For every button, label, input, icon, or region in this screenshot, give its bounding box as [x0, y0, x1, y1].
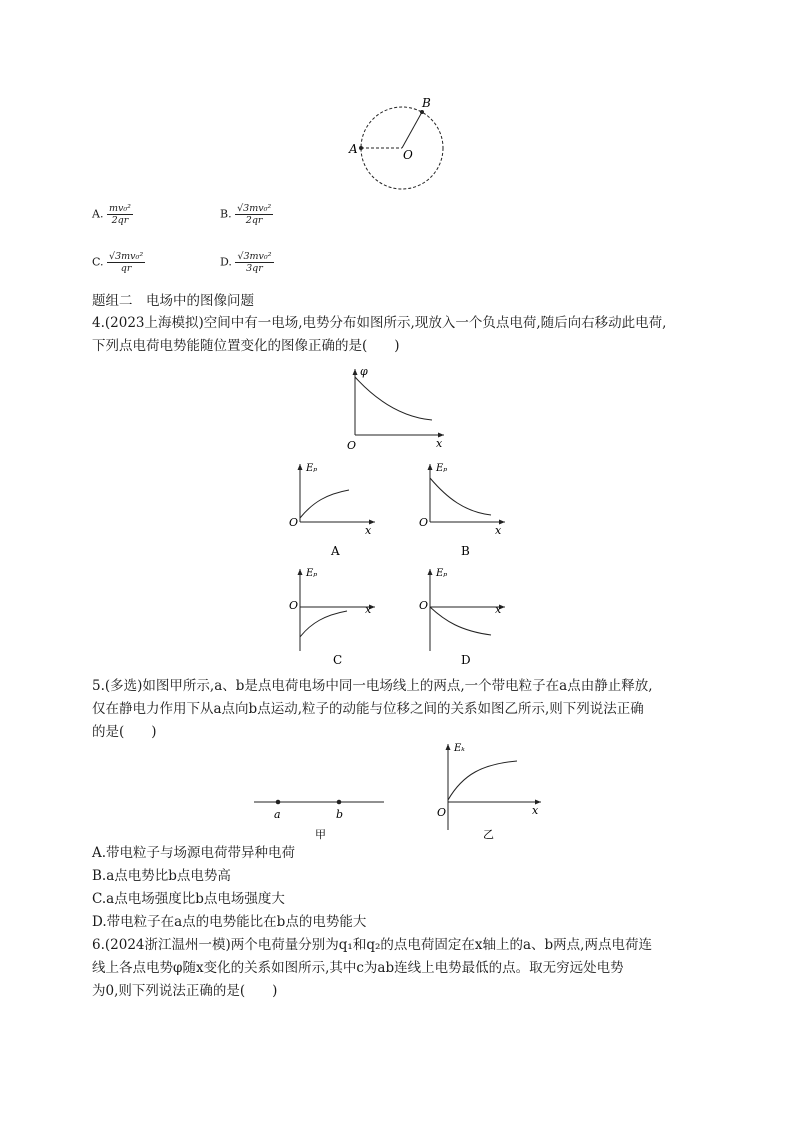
q5-line-3: 的是( ) — [92, 724, 157, 740]
svg-text:乙: 乙 — [483, 828, 494, 841]
point-b — [420, 110, 424, 114]
svg-text:x: x — [495, 524, 502, 537]
q5-option-b: B.a点电势比b点电势高 — [92, 868, 231, 884]
svg-text:Eₚ: Eₚ — [436, 568, 448, 579]
fraction: $\frac{\text{√3mv₀²}}{qr}$ — [109, 251, 144, 274]
fraction: $\frac{\text{√3mv₀²}}{3qr}$ — [237, 251, 272, 274]
phi-graph — [340, 363, 450, 453]
q3-option-c: C. $\frac{\text{√3mv₀²}}{qr}$ — [92, 251, 144, 274]
point-a — [359, 146, 363, 150]
svg-text:x: x — [532, 804, 539, 817]
svg-text:b: b — [336, 808, 344, 821]
q4-line-2: 下列点电荷电势能随位置变化的图像正确的是( ) — [92, 338, 400, 354]
label-o: O — [403, 148, 413, 162]
svg-text:x: x — [495, 603, 502, 616]
svg-text:O: O — [289, 516, 299, 529]
svg-text:O: O — [437, 806, 447, 819]
label-b: B — [422, 96, 431, 110]
svg-text:O: O — [419, 516, 429, 529]
caption-b: B — [461, 544, 470, 558]
svg-text:a: a — [274, 808, 281, 821]
svg-text:φ: φ — [360, 365, 368, 378]
circle-figure — [340, 92, 460, 202]
svg-text:O: O — [289, 599, 299, 612]
svg-text:Eₚ: Eₚ — [436, 463, 448, 474]
q4-line-1: 4.(2023上海模拟)空间中有一电场,电势分布如图所示,现放入一个负点电荷,随后向右移动此电荷, — [92, 315, 667, 331]
svg-text:Eₖ: Eₖ — [454, 743, 465, 754]
svg-text:甲: 甲 — [315, 828, 326, 841]
ek-curve — [448, 761, 517, 800]
svg-text:x: x — [365, 524, 372, 537]
svg-text:O: O — [347, 439, 357, 452]
caption-d: D — [461, 653, 471, 667]
q4-option-c-graph — [285, 565, 385, 670]
q6-line-2: 线上各点电势φ随x变化的关系如图所示,其中c为ab连线上电势最低的点。取无穷远处电势 — [92, 960, 624, 976]
svg-text:Eₚ: Eₚ — [306, 463, 318, 474]
radius-ob — [402, 112, 422, 148]
caption-a: A — [331, 544, 340, 558]
q5-option-a: A.带电粒子与场源电荷带异种电荷 — [92, 845, 296, 861]
q3-option-a: A. $\frac{\text{mv₀²}}{2qr}$ — [92, 203, 131, 226]
point-b — [337, 800, 342, 805]
svg-text:x: x — [436, 437, 443, 450]
caption-c: C — [333, 653, 343, 667]
q4-option-b-graph — [415, 460, 515, 560]
svg-text:Eₚ: Eₚ — [306, 568, 318, 579]
q4-option-d-graph — [415, 565, 515, 670]
fig-jia — [250, 790, 390, 845]
q4-option-a-graph — [285, 460, 385, 560]
q3-option-d: D. $\frac{\text{√3mv₀²}}{3qr}$ — [220, 251, 272, 274]
section-title: 题组二 电场中的图像问题 — [92, 293, 254, 309]
q5-line-2: 仅在静电力作用下从a点向b点运动,粒子的动能与位移之间的关系如图乙所示,则下列说法正确 — [92, 701, 644, 717]
phi-curve — [355, 377, 432, 420]
fraction: $\frac{\text{mv₀²}}{2qr}$ — [108, 203, 131, 226]
svg-text:x: x — [365, 603, 372, 616]
label-a: A — [349, 142, 358, 156]
q5-line-1: 5.(多选)如图甲所示,a、b是点电荷电场中同一电场线上的两点,一个带电粒子在a点由静止释放, — [92, 678, 653, 694]
fig-yi — [433, 740, 548, 845]
q6-line-1: 6.(2024浙江温州一模)两个电荷量分别为q₁和q₂的点电荷固定在x轴上的a、b两点,两点电荷连 — [92, 937, 652, 953]
q5-option-d: D.带电粒子在a点的电势能比在b点的电势能大 — [92, 914, 367, 930]
q3-option-b: B. $\frac{\text{√3mv₀²}}{2qr}$ — [220, 203, 272, 226]
fraction: $\frac{\text{√3mv₀²}}{2qr}$ — [237, 203, 272, 226]
q5-option-c: C.a点电场强度比b点电场强度大 — [92, 891, 285, 907]
q6-line-3: 为0,则下列说法正确的是( ) — [92, 983, 278, 999]
point-a — [276, 800, 281, 805]
svg-text:O: O — [419, 599, 429, 612]
